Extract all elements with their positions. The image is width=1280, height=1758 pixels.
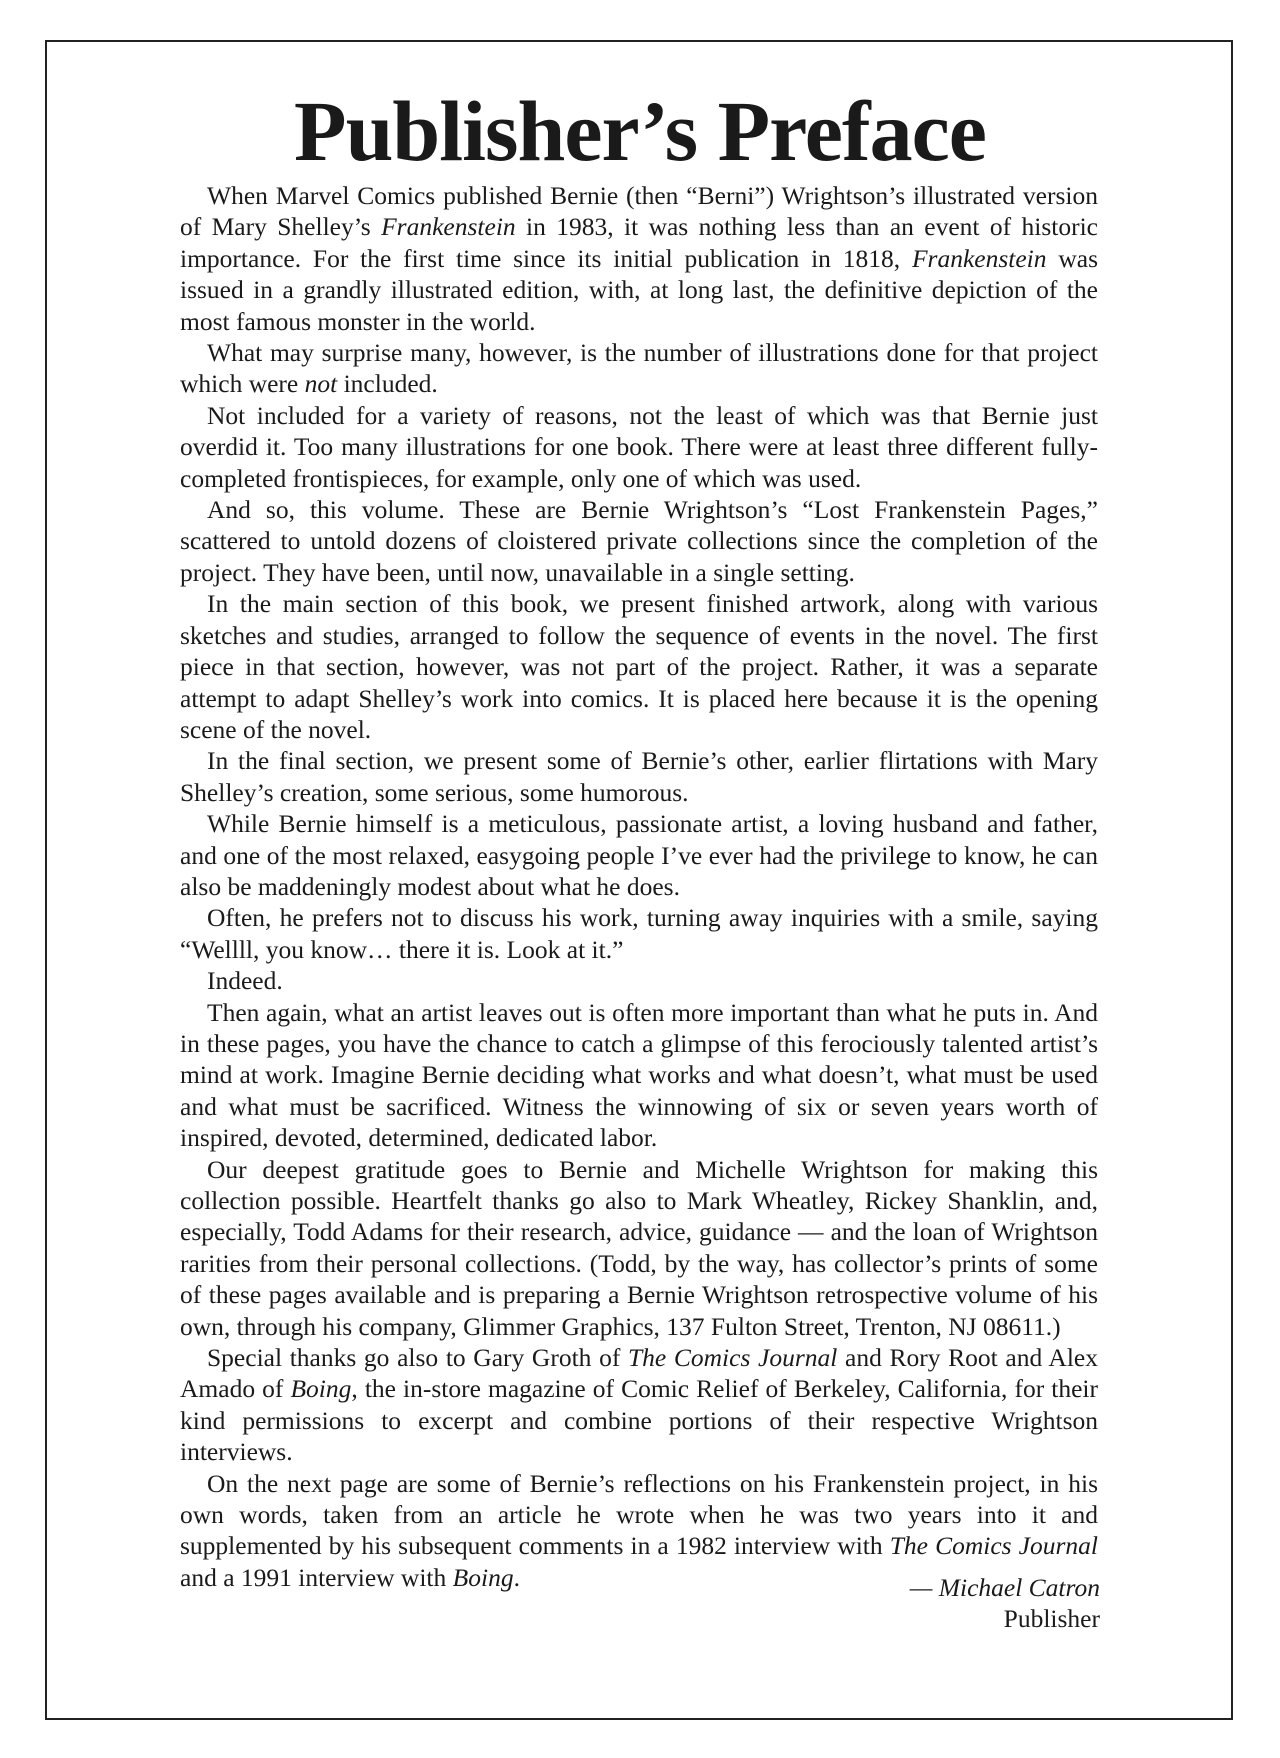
author-name: — Michael Catron: [909, 1573, 1100, 1602]
paragraph-text: In the main section of this book, we present finished artwork, along with various sketches and studies, arranged to follow the sequence of events in the novel. The first piece in that section, however, was not part of the project. Rather, it was a separate attempt to adapt Shelley’s work into comics. It is placed here because it is the opening scene of the novel.: [180, 589, 1098, 744]
italic-title: Boing: [290, 1374, 352, 1404]
paragraph-text: in 1983, it was nothing less than an event of historic importance. For the first time since its initial publication in 1818,: [180, 212, 1098, 273]
italic-title: Frankenstein: [911, 243, 1047, 273]
paragraph-text: Not included for a variety of reasons, not the least of which was that Bernie just overdid it. Too many illustrations for one book. There were at least three different fully-completed frontispieces, for example, only one of which was used.: [180, 400, 1098, 493]
paragraph-text: Special thanks go also to Gary Groth of: [207, 1343, 628, 1373]
paragraph-text: What may surprise many, however, is the number of illustrations done for that project which were: [180, 338, 1098, 399]
paragraph-text: included.: [337, 369, 438, 399]
paragraph-text: Often, he prefers not to discuss his work, turning away inquiries with a smile, saying “Wellll, you know… there it is. Look at it.”: [180, 903, 1098, 964]
paragraph: [180, 400, 1098, 494]
paragraph: [180, 1342, 1098, 1468]
paragraph: [180, 337, 1098, 400]
italic-title: not: [304, 369, 338, 399]
paragraph-text: When Marvel Comics published Bernie (then “Berni”) Wrightson’s illustrated version of Mary Shelley’s: [180, 181, 1098, 242]
italic-title: The Comics Journal: [889, 1531, 1098, 1561]
paragraph-text: , the in-store magazine of Comic Relief of Berkeley, California, for their kind permissions to excerpt and combine portions of their respective Wrightson interviews.: [180, 1374, 1098, 1467]
paragraph-text: and Rory Root and Alex Amado of: [180, 1343, 1099, 1404]
paragraph-text: Our deepest gratitude goes to Bernie and Michelle Wrightson for making this collection possible. Heartfelt thanks go also to Mark Wheatley, Rickey Shanklin, and, especially, Todd Adams for their research, advice, guidance — and the loan of Wrightson rarities from their personal collections. (Todd, by the way, has collector’s prints of some of these pages available and is preparing a Bernie Wrightson retrospective volume of his own, through his company, Glimmer Graphics, 137 Fulton Street, Trenton, NJ 08611.): [180, 1154, 1098, 1341]
italic-title: The Comics Journal: [627, 1343, 838, 1373]
paragraph-text: was issued in a grandly illustrated edition, with, at long last, the definitive depiction of the most famous monster in the world.: [180, 243, 1098, 336]
paragraph-text: and a 1991 interview with: [180, 1562, 453, 1592]
italic-title: Boing: [452, 1562, 514, 1592]
paragraph: [180, 965, 1098, 996]
author-role: Publisher: [1003, 1604, 1100, 1633]
paragraph-text: .: [513, 1562, 520, 1592]
paragraph: [180, 745, 1098, 808]
preface-body: [180, 180, 1098, 1593]
paragraph: [180, 902, 1098, 965]
paragraph: [180, 588, 1098, 745]
italic-title: Frankenstein: [381, 212, 516, 242]
paragraph-text: Then again, what an artist leaves out is often more important than what he puts in. And in these pages, you have the chance to catch a glimpse of this ferociously talented artist’s mind at work. Imagine Bernie deciding what works and what doesn’t, what must be used and what must be sacrificed. Witness the winnowing of six or seven years worth of inspired, devoted, determined, dedicated labor.: [180, 997, 1098, 1153]
page-title: Publisher’s Preface: [294, 83, 986, 179]
paragraph-text: On the next page are some of Bernie’s reflections on his Frankenstein project, in his own words, taken from an article he wrote when he was two years into it and supplemented by his subsequent comments in a 1982 interview with: [180, 1468, 1098, 1561]
paragraph-text: In the final section, we present some of Bernie’s other, earlier flirtations with Mary Shelley’s creation, some serious, some humorous.: [180, 746, 1098, 807]
paragraph-text: Indeed.: [207, 966, 283, 996]
paragraph: [180, 180, 1098, 337]
paragraph-text: While Bernie himself is a meticulous, passionate artist, a loving husband and father, and one of the most relaxed, easygoing people I’ve ever had the privilege to know, he can also be maddeningly modest about what he does.: [180, 809, 1098, 901]
signature-block: [910, 1572, 1100, 1634]
paragraph: [180, 1154, 1098, 1342]
paragraph: [180, 494, 1098, 588]
paragraph: [180, 808, 1098, 902]
paragraph-text: And so, this volume. These are Bernie Wrightson’s “Lost Frankenstein Pages,” scattered to untold dozens of cloistered private collections since the completion of the project. They have been, until now, unavailable in a single setting.: [180, 495, 1098, 587]
paragraph: [180, 997, 1098, 1154]
